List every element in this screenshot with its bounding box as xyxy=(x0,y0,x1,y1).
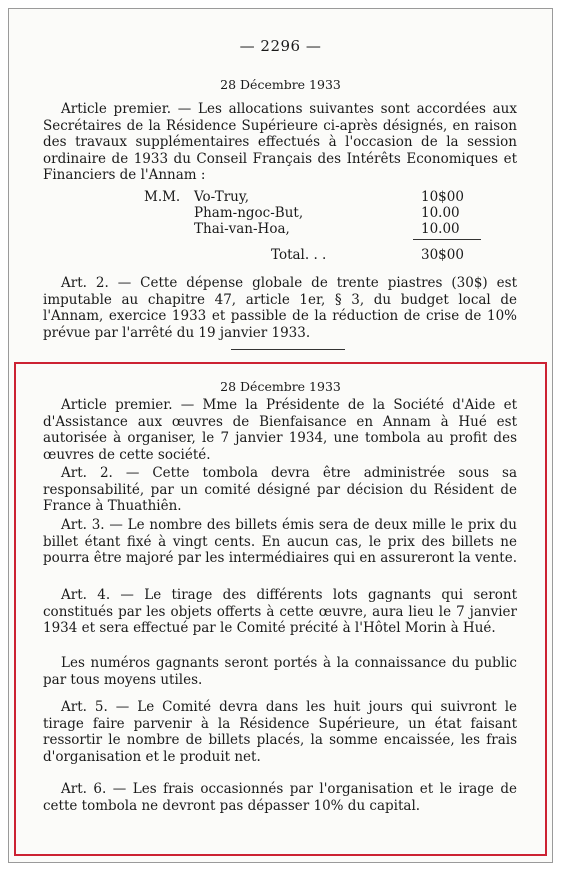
allocation-name-1: Vo-Truy, xyxy=(194,189,249,205)
decision-2-article-2: Art. 2. — Cette tombola devra être administrée sous sa responsabilité, par un comité désigné par décision du Résident de France à Thuathiên. xyxy=(43,465,517,514)
decision-2-publication-note: Les numéros gagnants seront portés à la connaissance du public par tous moyens utiles. xyxy=(43,655,517,688)
decision-2-article-3: Art. 3. — Le nombre des billets émis sera de deux mille le prix du billet étant fixé à vingt cents. En aucun cas, le prix des billets ne pourra être majoré par les intermédiaires qui en assureront la vente. xyxy=(43,517,518,566)
allocation-prefix: M.M. xyxy=(144,189,181,205)
decision-2-date: 28 Décembre 1933 xyxy=(220,379,341,394)
allocation-name-2: Pham-ngoc-But, xyxy=(194,205,304,221)
document-page xyxy=(8,8,553,863)
allocation-amount-3: 10.00 xyxy=(421,221,460,237)
allocation-name-3: Thai-van-Hoa, xyxy=(194,221,290,237)
decision-1-article-1: Article premier. — Les allocations suivantes sont accordées aux Secrétaires de la Résidence Supérieure ci-après désignés, en raison des travaux supplémentaires effectués à l'occasion de la session ordinaire de 1933 du Conseil Français des Intérêts Economiques et Financiers de l'Annam : xyxy=(43,101,517,183)
section-separator xyxy=(231,349,345,350)
page-number: — 2296 — xyxy=(239,37,322,55)
total-amount: 30$00 xyxy=(421,247,464,263)
allocation-amount-2: 10.00 xyxy=(421,205,460,221)
total-rule xyxy=(413,239,481,240)
decision-2-article-1: Article premier. — Mme la Présidente de la Société d'Aide et d'Assistance aux œuvres de Bienfaisance en Annam à Hué est autorisée à organiser, le 7 janvier 1934, une tombola au profit des œuvres de cette société. xyxy=(43,397,517,463)
total-label: Total. . . xyxy=(271,247,327,263)
decision-2-article-6: Art. 6. — Les frais occasionnés par l'organisation et le irage de cette tombola ne devront pas dépasser 10% du capital. xyxy=(43,781,517,814)
decision-2-article-5: Art. 5. — Le Comité devra dans les huit jours qui suivront le tirage faire parvenir à la Résidence Supérieure, un état faisant ressortir le nombre de billets placés, la somme encaissée, les frais d'organisation et le produit net. xyxy=(43,699,517,765)
decision-1-date: 28 Décembre 1933 xyxy=(220,77,341,92)
decision-1-article-2: Art. 2. — Cette dépense globale de trente piastres (30$) est imputable au chapitre 47, article 1er, § 3, du budget local de l'Annam, exercice 1933 et passible de la réduction de crise de 10% prévue par l'arrêté du 19 janvier 1933. xyxy=(43,275,517,341)
decision-2-article-4: Art. 4. — Le tirage des différents lots gagnants qui seront constitués par les objets offerts à cette œuvre, aura lieu le 7 janvier 1934 et sera effectué par le Comité précité à l'Hôtel Morin à Hué. xyxy=(43,587,517,636)
allocation-amount-1: 10$00 xyxy=(421,189,464,205)
